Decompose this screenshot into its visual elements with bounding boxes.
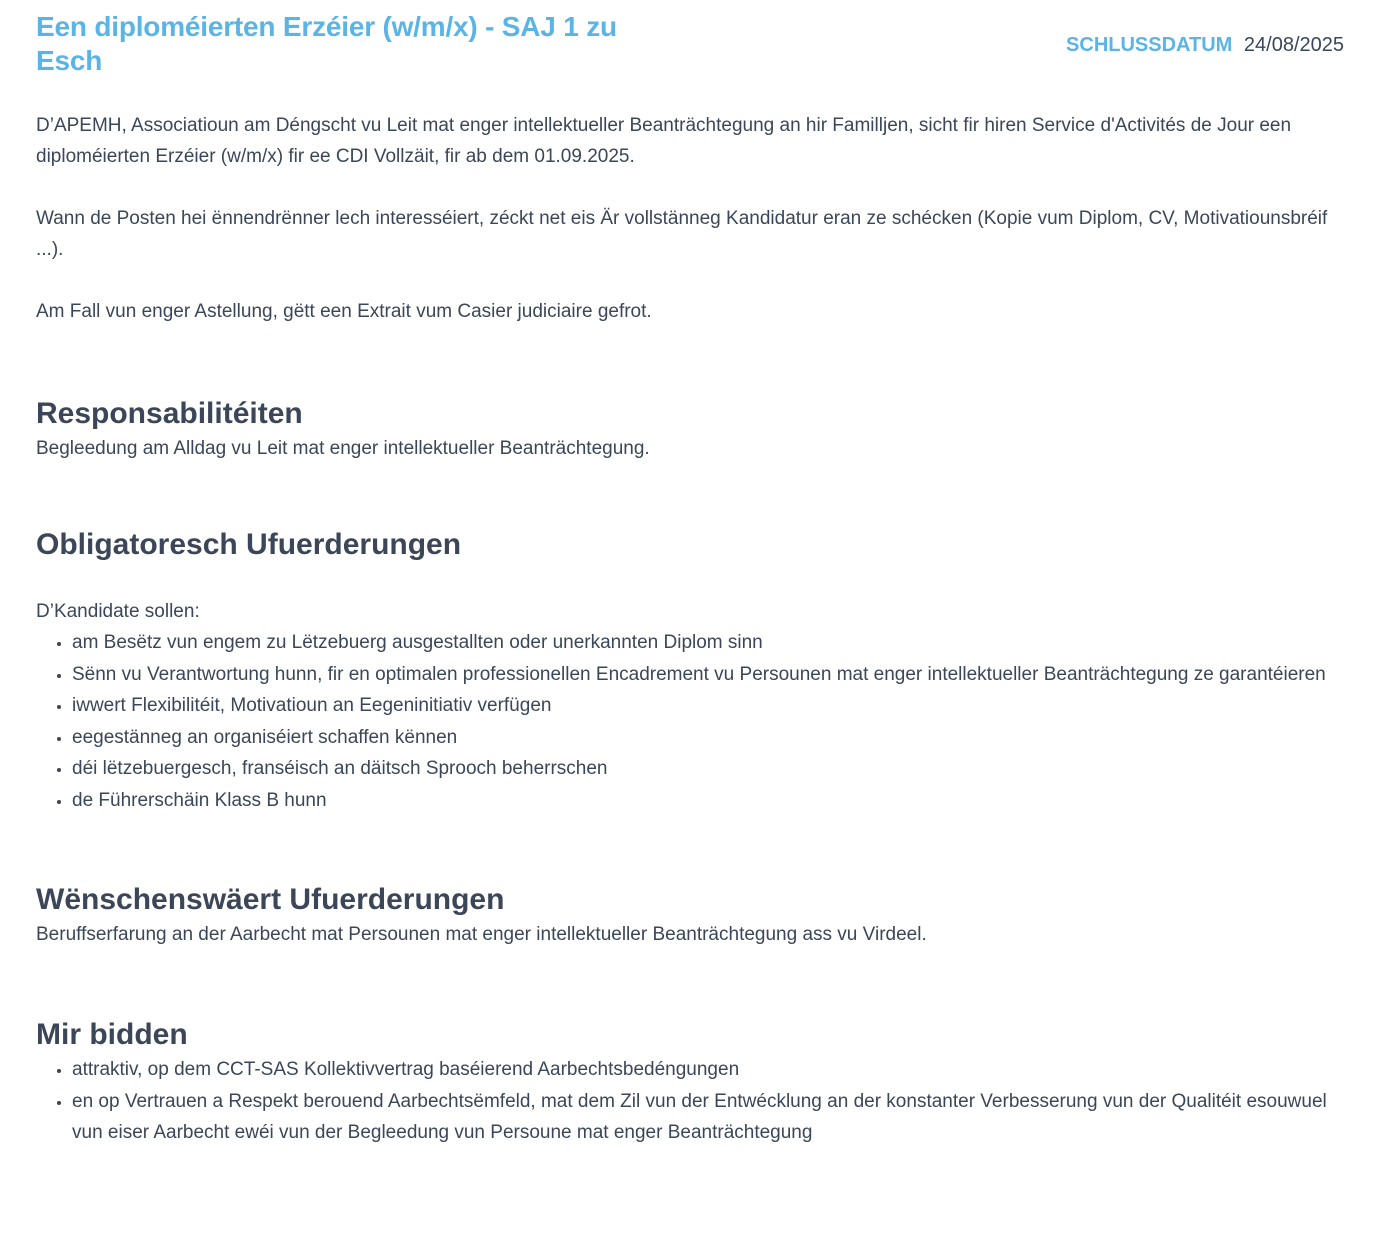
- requirements-heading: Obligatoresch Ufuerderungen: [36, 528, 462, 561]
- list-item: • Sënn vu Verantwortung hunn, fir en optimalen professionellen Encadrement vu Persounen mat enger intellektueller Beanträchtegung ze garantéieren: [72, 659, 1344, 691]
- list-item: • am Besëtz vun engem zu Lëtzebuerg ausgestallten oder unerkannten Diplom sinn: [72, 627, 1344, 659]
- job-title: Een diploméierten Erzéier (w/m/x) - SAJ 1 zu Esch: [36, 11, 617, 76]
- intro-paragraph: Wann de Posten hei ënnendrënner lech interesséiert, zéckt net eis Är vollstänneg Kandidatur eran ze schécken (Kopie vum Diplom, CV, Motivatiounsbréif ...).: [36, 208, 1328, 260]
- responsibilities-heading: Responsabilitéiten: [36, 397, 303, 430]
- deadline-value: 24/08/2025: [1243, 34, 1344, 56]
- list-item: • eegestänneg an organiséiert schaffen kënnen: [72, 722, 1344, 754]
- offer-list: [36, 1054, 1344, 1149]
- offer-heading: Mir bidden: [36, 1018, 188, 1051]
- deadline-label: SCHLUSSDATUM: [1066, 34, 1233, 56]
- intro-paragraph: D’APEMH, Associatioun am Déngscht vu Leit mat enger intellektueller Beanträchtegung an hir Familljen, sicht fir hiren Service d'Activités de Jour een diploméierten Erzéier (w/m/x) fir ee CDI Vollzäit, fir ab dem 01.09.2025.: [36, 115, 1292, 167]
- offer-section: [36, 1016, 1344, 1149]
- responsibilities-text: Begleedung am Alldag vu Leit mat enger intellektueller Beanträchtegung.: [36, 438, 650, 459]
- requirements-lead: D’Kandidate sollen:: [36, 601, 200, 622]
- requirements-section: [36, 526, 1344, 816]
- desirable-section: [36, 881, 1344, 950]
- desirable-text: Beruffserfarung an der Aarbecht mat Persounen mat enger intellektueller Beanträchtegung ass vu Virdeel.: [36, 924, 927, 945]
- intro: [36, 110, 1344, 327]
- desirable-heading: Wënschenswäert Ufuerderungen: [36, 883, 505, 916]
- responsibilities-section: [36, 395, 1344, 464]
- deadline: [1066, 32, 1344, 58]
- job-header: [36, 10, 1344, 110]
- requirements-list: [36, 627, 1344, 816]
- list-item: • attraktiv, op dem CCT-SAS Kollektivvertrag baséierend Aarbechtsbedéngungen: [72, 1054, 1344, 1086]
- list-item: • en op Vertrauen a Respekt berouend Aarbechtsëmfeld, mat dem Zil vun der Entwécklung an der konstanter Verbesserung vun der Qualitéit esouwuel vun eiser Aarbecht ewéi vun der Begleedung vun Persoune mat enger Beanträchtegung: [72, 1086, 1344, 1149]
- list-item: • iwwert Flexibilitéit, Motivatioun an Eegeninitiativ verfügen: [72, 690, 1344, 722]
- list-item: • déi lëtzebuergesch, franséisch an däitsch Sprooch beherrschen: [72, 753, 1344, 785]
- list-item: • de Führerschäin Klass B hunn: [72, 785, 1344, 817]
- intro-paragraph: Am Fall vun enger Astellung, gëtt een Extrait vum Casier judiciaire gefrot.: [36, 301, 652, 322]
